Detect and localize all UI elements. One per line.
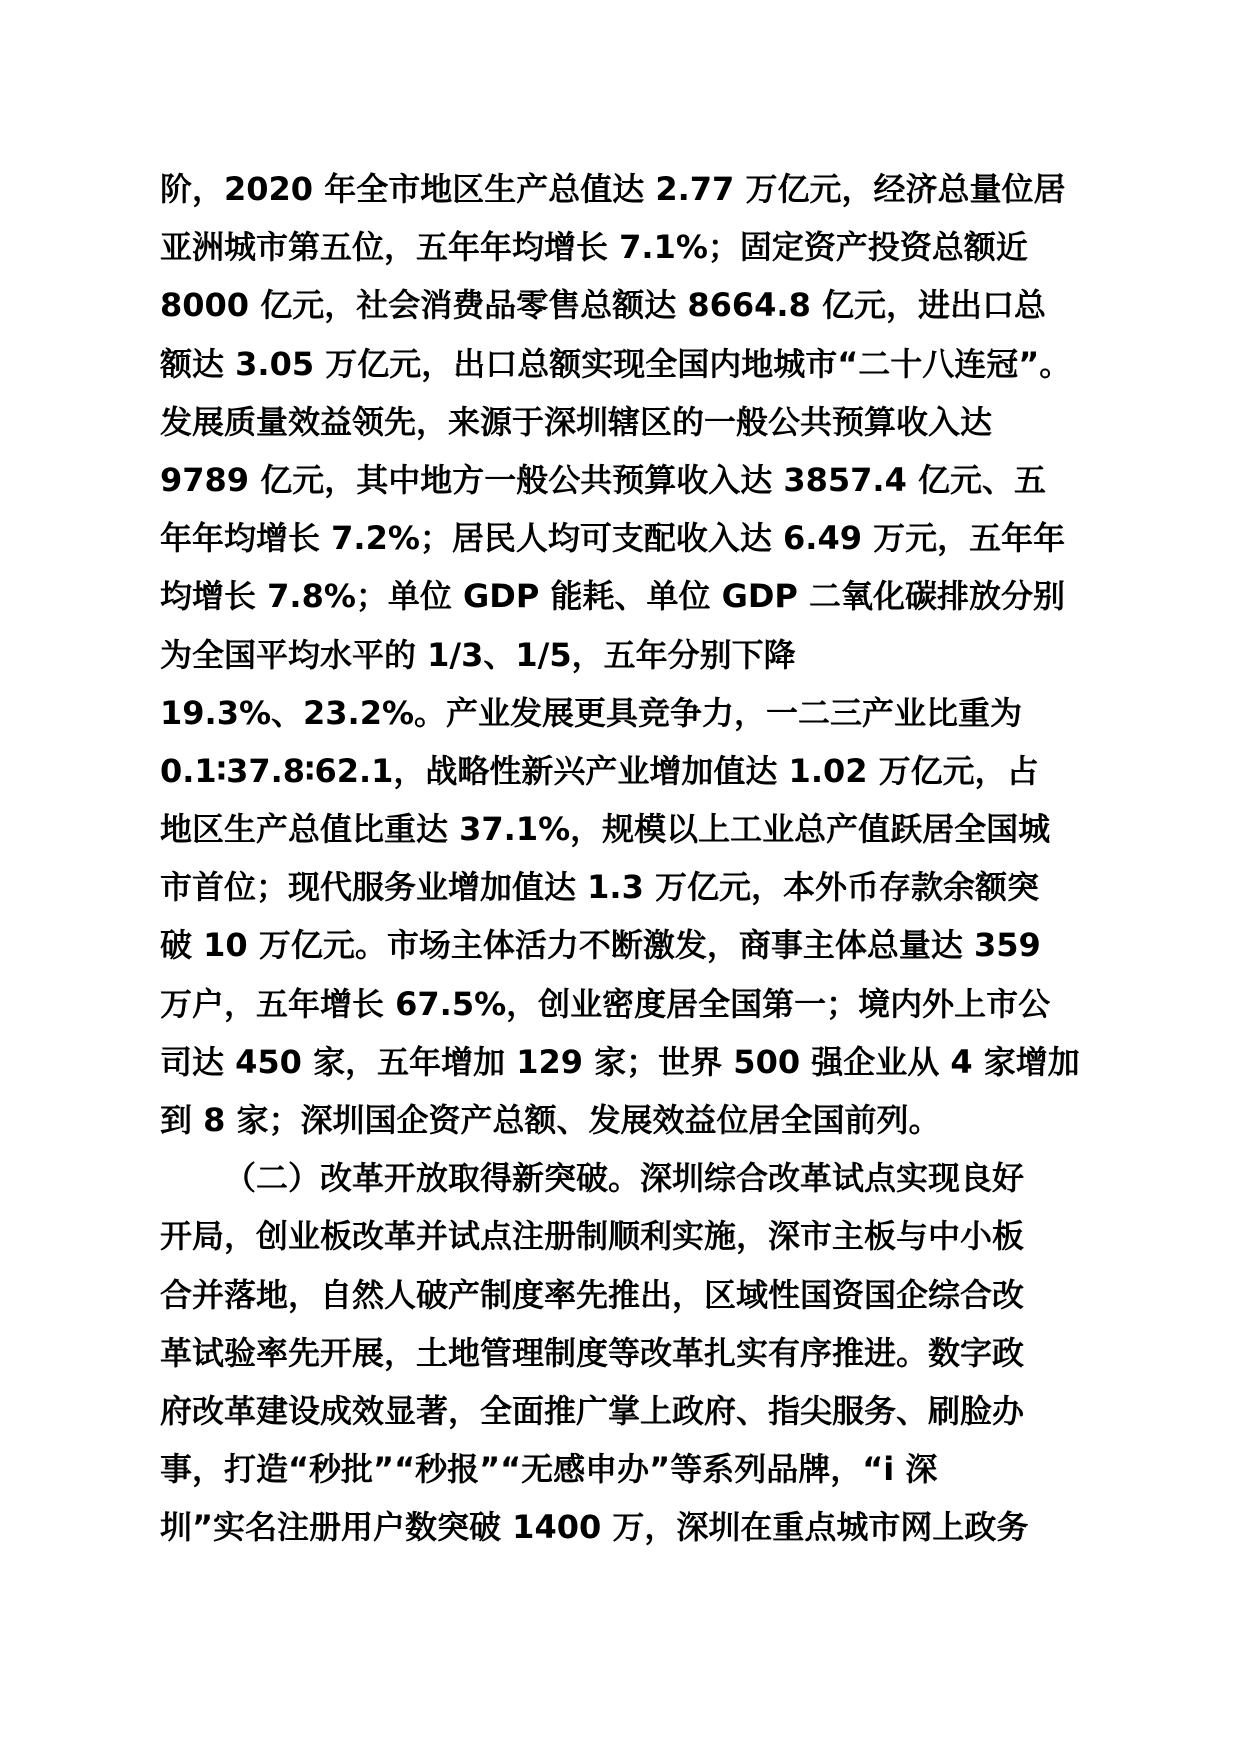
text-line: 8000 亿元，社会消费品零售总额达 8664.8 亿元，进出口总 — [160, 286, 1046, 325]
text-line: 发展质量效益领先，来源于深圳辖区的一般公共预算收入达 — [160, 402, 993, 441]
text-line: 19.3%、23.2%。产业发展更具竞争力，一二三产业比重为 — [160, 693, 1023, 732]
text-line: 0.1∶37.8∶62.1，战略性新兴产业增加值达 1.02 万亿元，占 — [160, 751, 1039, 790]
text-line: 万户，五年增长 67.5%，创业密度居全国第一；境内外上市公 — [160, 984, 1051, 1023]
text-line: 市首位；现代服务业增加值达 1.3 万亿元，本外币存款余额突 — [160, 868, 1039, 907]
text-line: 事，打造“秒批”“秒报”“无感申办”等系列品牌，“i 深 — [160, 1450, 938, 1489]
text-line: 破 10 万亿元。市场主体活力不断激发，商事主体总量达 359 — [160, 926, 1041, 965]
text-line: 额达 3.05 万亿元，出口总额实现全国内地城市“二十八连冠”。 — [160, 344, 1072, 383]
text-line: 阶，2020 年全市地区生产总值达 2.77 万亿元，经济总量位居 — [160, 170, 1066, 208]
section-heading-line: （二）改革开放取得新突破。深圳综合改革试点实现良好 — [224, 1159, 1025, 1198]
text-line: 革试验率先开展，土地管理制度等改革扎实有序推进。数字政 — [160, 1333, 1025, 1372]
text-line: 地区生产总值比重达 37.1%，规模以上工业总产值跃居全国城 — [160, 810, 1051, 849]
text-line: 为全国平均水平的 1/3、1/5，五年分别下降 — [160, 635, 796, 674]
text-line: 均增长 7.8%；单位 GDP 能耗、单位 GDP 二氧化碳排放分别 — [160, 577, 1066, 616]
text-line: 府改革建设成效显著，全面推广掌上政府、指尖服务、刷脸办 — [160, 1391, 1025, 1430]
body-text — [160, 160, 1120, 1557]
text-line: 开局，创业板改革并试点注册制顺利实施，深市主板与中小板 — [160, 1217, 1025, 1256]
text-line: 亚洲城市第五位，五年年均增长 7.1%；固定资产投资总额近 — [160, 228, 1028, 267]
text-line: 圳”实名注册用户数突破 1400 万，深圳在重点城市网上政务 — [160, 1508, 1029, 1547]
text-line: 到 8 家；深圳国企资产总额、发展效益位居全国前列。 — [160, 1101, 941, 1139]
text-line: 年年均增长 7.2%；居民人均可支配收入达 6.49 万元，五年年 — [160, 519, 1066, 558]
text-line: 司达 450 家，五年增加 129 家；世界 500 强企业从 4 家增加 — [160, 1042, 1080, 1081]
text-line: 9789 亿元，其中地方一般公共预算收入达 3857.4 亿元、五 — [160, 460, 1046, 499]
text-line: 合并落地，自然人破产制度率先推出，区域性国资国企综合改 — [160, 1275, 1025, 1314]
